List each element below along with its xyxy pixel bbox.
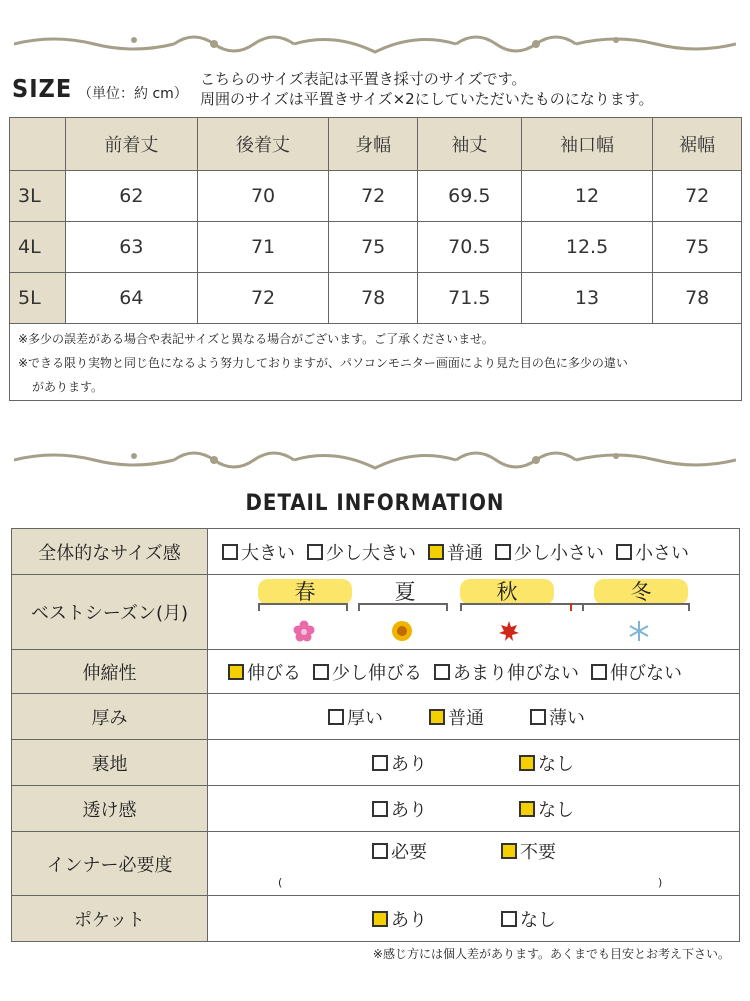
row-header: 5L <box>10 273 66 324</box>
season-tick <box>582 603 584 611</box>
table-cell: 63 <box>66 222 198 273</box>
label-fit: 全体的なサイズ感 <box>12 529 208 575</box>
season-autumn: 秋 <box>460 579 554 605</box>
option-inner: 必要 <box>372 838 427 864</box>
option-inner: 不要 <box>501 838 556 864</box>
season-line <box>460 603 688 605</box>
checkbox-checked-icon <box>519 755 535 771</box>
lining-options <box>208 740 740 786</box>
label-season: ベストシーズン(月) <box>12 575 208 650</box>
checkbox-checked-icon <box>228 664 244 680</box>
detail-footnote: ※感じ方には個人差があります。あくまでも目安とお考え下さい。 <box>372 947 730 961</box>
season-line <box>258 603 348 605</box>
season-tick <box>358 603 360 611</box>
checkbox-icon <box>307 544 323 560</box>
option-fit: 大きい <box>222 539 295 565</box>
season-line <box>358 603 448 605</box>
season-cell <box>208 575 740 650</box>
option-stretch: 伸びない <box>591 659 682 685</box>
option-lining: なし <box>519 750 574 776</box>
table-cell: 71 <box>197 222 329 273</box>
season-tick <box>346 603 348 611</box>
table-cell: 64 <box>66 273 198 324</box>
size-note-line2: 周囲のサイズは平置きサイズ×2にしていただいたものになります。 <box>200 90 654 108</box>
size-table <box>9 117 742 324</box>
checkbox-icon <box>530 709 546 725</box>
col-header: 身幅 <box>329 118 418 171</box>
size-disclaimer-box <box>9 324 742 401</box>
option-fit: 少し大きい <box>307 539 416 565</box>
checkbox-icon <box>616 544 632 560</box>
season-tick <box>258 603 260 611</box>
option-sheerness: あり <box>372 796 427 822</box>
table-cell: 69.5 <box>417 171 521 222</box>
table-cell: 72 <box>197 273 329 324</box>
option-stretch: 少し伸びる <box>313 659 422 685</box>
option-pocket: あり <box>372 906 427 932</box>
option-stretch: 伸びる <box>228 659 301 685</box>
table-cell: 12 <box>521 171 653 222</box>
option-fit: 普通 <box>428 539 483 565</box>
season-tick <box>688 603 690 611</box>
option-stretch: あまり伸びない <box>434 659 579 685</box>
checkbox-checked-icon <box>501 843 517 859</box>
checkbox-icon <box>222 544 238 560</box>
stretch-options <box>208 650 740 694</box>
option-thickness: 薄い <box>530 704 585 730</box>
detail-title: DETAIL INFORMATION <box>245 491 505 516</box>
option-lining: あり <box>372 750 427 776</box>
col-header: 前着丈 <box>66 118 198 171</box>
label-thickness: 厚み <box>12 694 208 740</box>
table-cell: 75 <box>329 222 418 273</box>
col-header: 袖丈 <box>417 118 521 171</box>
checkbox-checked-icon <box>428 544 444 560</box>
table-cell: 13 <box>521 273 653 324</box>
ornament-divider-middle <box>14 446 736 474</box>
snowflake-icon <box>628 620 650 642</box>
option-thickness: 厚い <box>328 704 383 730</box>
disclaimer-2b: があります。 <box>32 380 104 394</box>
checkbox-icon <box>313 664 329 680</box>
disclaimer-2a: ※できる限り実物と同じ色になるよう努力しておりますが、パソコンモニター画面により見た目の色に多少の違い <box>18 356 628 370</box>
option-fit: 小さい <box>616 539 689 565</box>
sheerness-options <box>208 786 740 832</box>
size-unit: （単位：約 cm） <box>78 86 188 102</box>
size-table-corner <box>10 118 66 171</box>
inner-options <box>208 832 740 896</box>
table-cell: 70 <box>197 171 329 222</box>
label-stretch: 伸縮性 <box>12 650 208 694</box>
col-header: 袖口幅 <box>521 118 653 171</box>
detail-table <box>11 528 740 942</box>
size-title: SIZE <box>12 74 73 103</box>
checkbox-icon <box>501 911 517 927</box>
table-cell: 12.5 <box>521 222 653 273</box>
option-fit: 少し小さい <box>495 539 604 565</box>
checkbox-icon <box>328 709 344 725</box>
checkbox-icon <box>372 755 388 771</box>
label-inner: インナー必要度 <box>12 832 208 896</box>
checkbox-checked-icon <box>519 801 535 817</box>
checkbox-icon <box>372 801 388 817</box>
checkbox-icon <box>591 664 607 680</box>
season-summer: 夏 <box>394 580 416 604</box>
flower-icon <box>293 620 315 642</box>
table-cell: 70.5 <box>417 222 521 273</box>
checkbox-checked-icon <box>429 709 445 725</box>
season-spring: 春 <box>258 579 352 605</box>
season-winter: 冬 <box>594 579 688 605</box>
checkbox-icon <box>434 664 450 680</box>
option-pocket: なし <box>501 906 556 932</box>
table-cell: 75 <box>653 222 742 273</box>
col-header: 裾幅 <box>653 118 742 171</box>
ornament-divider-top <box>14 30 736 58</box>
option-thickness: 普通 <box>429 704 484 730</box>
size-note-line1: こちらのサイズ表記は平置き採寸のサイズです。 <box>200 70 527 88</box>
season-tick <box>446 603 448 611</box>
checkbox-icon <box>495 544 511 560</box>
label-lining: 裏地 <box>12 740 208 786</box>
pocket-options <box>208 896 740 942</box>
thickness-options <box>208 694 740 740</box>
label-pocket: ポケット <box>12 896 208 942</box>
season-tick <box>460 603 462 611</box>
sunflower-icon <box>391 620 413 642</box>
checkbox-checked-icon <box>372 911 388 927</box>
table-cell: 71.5 <box>417 273 521 324</box>
row-header: 4L <box>10 222 66 273</box>
checkbox-icon <box>372 843 388 859</box>
table-cell: 78 <box>653 273 742 324</box>
option-sheerness: なし <box>519 796 574 822</box>
table-cell: 72 <box>653 171 742 222</box>
paren-close: ) <box>658 876 663 889</box>
season-tick <box>570 603 572 611</box>
row-header: 3L <box>10 171 66 222</box>
paren-open: ( <box>278 876 283 889</box>
label-sheerness: 透け感 <box>12 786 208 832</box>
table-cell: 62 <box>66 171 198 222</box>
fit-options <box>208 529 740 575</box>
disclaimer-1: ※多少の誤差がある場合や表記サイズと異なる場合がございます。ご了承くださいませ。 <box>18 332 494 346</box>
maple-leaf-icon <box>498 620 520 642</box>
table-cell: 72 <box>329 171 418 222</box>
col-header: 後着丈 <box>197 118 329 171</box>
table-cell: 78 <box>329 273 418 324</box>
